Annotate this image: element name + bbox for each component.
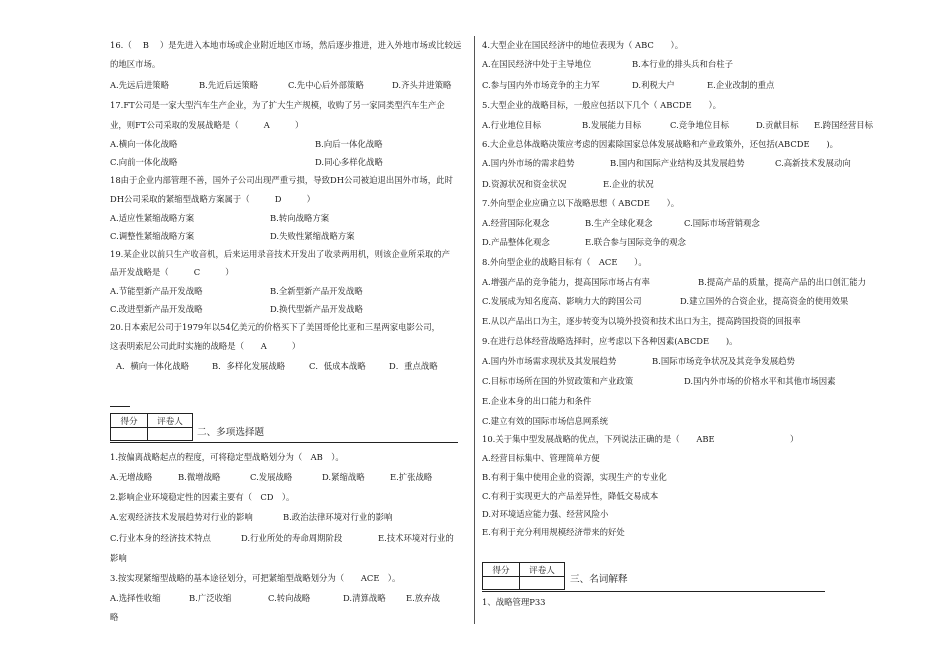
option-d: D．重点战略 bbox=[389, 361, 438, 371]
option-e: E.从以产品出口为主，逐步转变为以境外投资和技术出口为主，提高跨国投资的回报率 bbox=[482, 316, 801, 326]
grader-cell bbox=[520, 577, 565, 590]
score-cell bbox=[111, 428, 148, 441]
question-18-stem: 18由于企业内部管理不善，国外子公司出现严重亏损，导致DH公司被迫退出国外市场，此时 bbox=[110, 175, 453, 185]
score-box bbox=[482, 562, 565, 590]
multi-question-2-stem: 2.影响企业环境稳定性的因素主要有（ CD ）。 bbox=[110, 492, 295, 502]
multi-question-10-stem: 10.关于集中型发展战略的优点，下列说法正确的是（ ABE bbox=[482, 434, 715, 444]
section-2-title: 二、多项选择题 bbox=[197, 427, 265, 438]
term-question-1: 1、战略管理P33 bbox=[482, 597, 546, 607]
option-c: C.先中心后外部策略 bbox=[288, 80, 364, 90]
option-d: D.利税大户 bbox=[632, 80, 675, 90]
multi-question-3-stem: 3.按实现紧缩型战略的基本途径划分，可把紧缩型战略划分为（ ACE ）。 bbox=[110, 573, 401, 583]
option-c: C.国际市场营销观念 bbox=[684, 218, 760, 228]
section-3-title: 三、名词解释 bbox=[570, 574, 628, 585]
option-c: C.向前一体化战略 bbox=[110, 157, 178, 167]
option-d: D.行业所处的寿命周期阶段 bbox=[241, 533, 343, 543]
option-a: A.国内外市场的需求趋势 bbox=[482, 158, 575, 168]
section-rule bbox=[482, 591, 825, 592]
option-e-cont: 略 bbox=[110, 612, 119, 622]
option-a: A.增强产品的竞争能力，提高国际市场占有率 bbox=[482, 277, 650, 287]
section-rule bbox=[110, 442, 458, 443]
option-a: A.横向一体化战略 bbox=[110, 139, 178, 149]
option-e: E.企业的状况 bbox=[603, 179, 654, 189]
score-label: 得分 bbox=[483, 563, 520, 577]
multi-question-5-stem: 5.大型企业的战略目标，一般应包括以下几个（ ABCDE ）。 bbox=[482, 100, 722, 110]
question-16-stem: 16.（ B ）是先进入本地市场或企业附近地区市场，然后逐步推进，进入外地市场或比较远 bbox=[110, 40, 462, 50]
option-c: C.高新技术发展动向 bbox=[775, 158, 851, 168]
option-e-cont: 影响 bbox=[110, 553, 127, 563]
option-c: C.行业本身的经济技术特点 bbox=[110, 533, 211, 543]
option-b: B.向后一体化战略 bbox=[315, 139, 383, 149]
option-c: C.改进型新产品开发战略 bbox=[110, 304, 203, 314]
option-e: E.技术环境对行业的 bbox=[378, 533, 454, 543]
short-rule bbox=[110, 406, 130, 407]
option-c: C.转向战略 bbox=[268, 593, 311, 603]
option-b: B.政治法律环境对行业的影响 bbox=[283, 512, 393, 522]
option-b: B.广泛收缩 bbox=[189, 593, 232, 603]
option-c: C.发展战略 bbox=[250, 472, 293, 482]
option-e: E.企业改制的重点 bbox=[707, 80, 775, 90]
multi-question-1-stem: 1.按偏离战略起点的程度，可将稳定型战略划分为（ AB ）。 bbox=[110, 452, 344, 462]
grader-label: 评卷人 bbox=[148, 414, 193, 428]
option-e: E.有利于充分利用规模经济带来的好处 bbox=[482, 527, 625, 537]
option-d: D.清算战略 bbox=[343, 593, 386, 603]
option-c: C.发展成为知名度高、影响力大的跨国公司 bbox=[482, 296, 642, 306]
option-d: D.换代型新产品开发战略 bbox=[270, 304, 363, 314]
option-e: E.跨国经营目标 bbox=[814, 120, 874, 130]
multi-question-7-stem: 7.外向型企业应确立以下战略思想（ ABCDE ）。 bbox=[482, 198, 680, 208]
option-b: B.全新型新产品开发战略 bbox=[270, 286, 363, 296]
multi-question-8-stem: 8.外向型企业的战略目标有（ ACE ）。 bbox=[482, 257, 647, 267]
question-17-stem-cont: 业，则FT公司采取的发展战略是（ A ） bbox=[110, 120, 304, 130]
option-c: C.目标市场所在国的外贸政策和产业政策 bbox=[482, 376, 634, 386]
option-a: A.在国民经济中处于主导地位 bbox=[482, 59, 592, 69]
multi-question-4-stem: 4.大型企业在国民经济中的地位表现为（ ABC ）。 bbox=[482, 40, 684, 50]
option-d: D.紧缩战略 bbox=[322, 472, 365, 482]
option-a: A.经营国际化观念 bbox=[482, 218, 550, 228]
grader-label: 评卷人 bbox=[520, 563, 565, 577]
option-d: D.同心多样化战略 bbox=[315, 157, 383, 167]
option-f: C.建立有效的国际市场信息网系统 bbox=[482, 416, 609, 426]
score-cell bbox=[483, 577, 520, 590]
option-a: A.无增战略 bbox=[110, 472, 153, 482]
option-d: D.贡献目标 bbox=[756, 120, 799, 130]
question-16-stem-cont: 的地区市场。 bbox=[110, 59, 161, 69]
option-b: B.国内和国际产业结构及其发展趋势 bbox=[610, 158, 745, 168]
option-b: B.国际市场竞争状况及其竞争发展趋势 bbox=[652, 356, 795, 366]
option-b: B.转向战略方案 bbox=[270, 213, 330, 223]
option-d: D.产品整体化观念 bbox=[482, 237, 550, 247]
option-e: E.联合参与国际竞争的观念 bbox=[585, 237, 686, 247]
option-c: C.参与国内外市场竞争的主力军 bbox=[482, 80, 600, 90]
option-b: B.发展能力目标 bbox=[582, 120, 642, 130]
grader-cell bbox=[148, 428, 193, 441]
option-a: A.行业地位目标 bbox=[482, 120, 541, 130]
question-20-stem: 20.日本索尼公司于1979年以54亿美元的价格买下了美国哥伦比亚和三星两家电影公司， bbox=[110, 322, 441, 332]
option-c: C.有利于实现更大的产品差异性，降低交易成本 bbox=[482, 491, 659, 501]
option-d: D.对环境适应能力强、经营风险小 bbox=[482, 509, 609, 519]
option-b: B.本行业的排头兵和台柱子 bbox=[632, 59, 733, 69]
option-a: A.宏观经济技术发展趋势对行业的影响 bbox=[110, 512, 253, 522]
option-b: B．多样化发展战略 bbox=[212, 361, 286, 371]
question-20-stem-cont: 这表明索尼公司此时实施的战略是（ A ） bbox=[110, 341, 301, 351]
option-d: D.建立国外的合资企业，提高资金的使用效果 bbox=[680, 296, 849, 306]
multi-question-9-stem: 9.在进行总体经营战略选择时，应考虑以下各种因素(ABCDE )。 bbox=[482, 336, 738, 346]
option-a: A.适应性紧缩战略方案 bbox=[110, 213, 195, 223]
option-a: A．横向一体化战略 bbox=[116, 361, 190, 371]
option-d: D.齐头并进策略 bbox=[392, 80, 452, 90]
option-a: A.国内外市场需求现状及其发展趋势 bbox=[482, 356, 617, 366]
option-b: B.微增战略 bbox=[178, 472, 221, 482]
score-box bbox=[110, 413, 193, 441]
option-a: A.经营目标集中、管理简单方便 bbox=[482, 453, 600, 463]
option-b: B.先近后远策略 bbox=[199, 80, 259, 90]
option-a: A.节能型新产品开发战略 bbox=[110, 286, 203, 296]
score-label: 得分 bbox=[111, 414, 148, 428]
option-c: C．低成本战略 bbox=[309, 361, 366, 371]
option-d: D.失败性紧缩战略方案 bbox=[270, 231, 355, 241]
multi-question-10-stem-end: ） bbox=[790, 434, 799, 444]
option-e: E.企业本身的出口能力和条件 bbox=[482, 396, 592, 406]
option-c: C.调整性紧缩战略方案 bbox=[110, 231, 195, 241]
option-d: D.资源状况和资金状况 bbox=[482, 179, 567, 189]
option-a: A.先远后进策略 bbox=[110, 80, 169, 90]
option-b: B.生产全球化观念 bbox=[585, 218, 653, 228]
option-e: E.扩张战略 bbox=[390, 472, 433, 482]
question-17-stem: 17.FT公司是一家大型汽车生产企业，为了扩大生产规模，收购了另一家同类型汽车生产企 bbox=[110, 100, 445, 110]
question-18-stem-cont: DH公司采取的紧缩型战略方案属于（ D ） bbox=[110, 194, 315, 204]
question-19-stem-cont: 品开发战略是（ C ） bbox=[110, 267, 234, 277]
option-b: B.有利于集中使用企业的资源，实现生产的专业化 bbox=[482, 472, 667, 482]
option-a: A.选择性收缩 bbox=[110, 593, 161, 603]
option-b: B.提高产品的质量，提高产品的出口创汇能力 bbox=[698, 277, 866, 287]
option-e: E.放弃战 bbox=[406, 593, 440, 603]
option-d: D.国内外市场的价格水平和其他市场因素 bbox=[684, 376, 836, 386]
multi-question-6-stem: 6.大企业总体战略决策应考虑的因素除国家总体发展战略和产业政策外，还包括(ABCDE )。 bbox=[482, 139, 838, 149]
question-19-stem: 19.某企业以前只生产收音机，后来运用录音技术开发出了收录两用机，则该企业所采取的产 bbox=[110, 249, 450, 259]
option-c: C.竞争地位目标 bbox=[670, 120, 730, 130]
column-divider bbox=[474, 36, 475, 624]
